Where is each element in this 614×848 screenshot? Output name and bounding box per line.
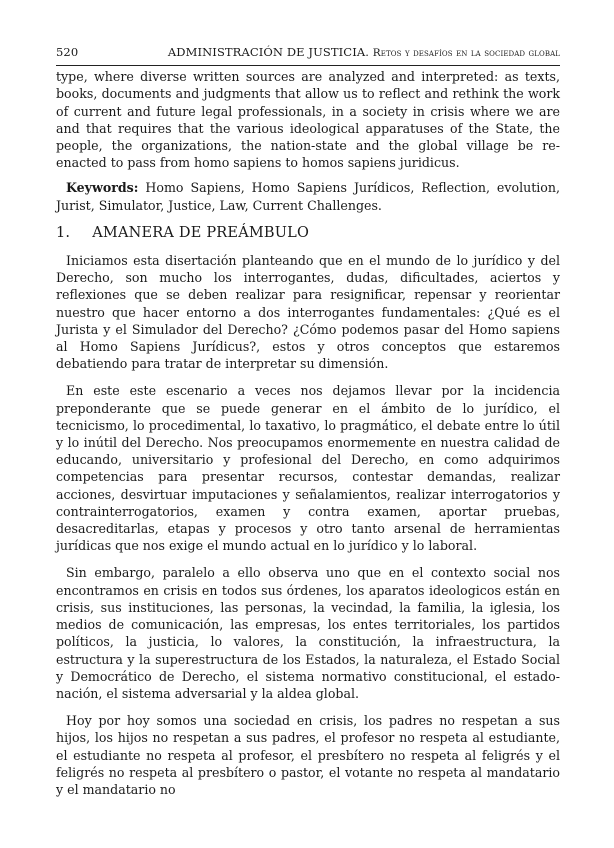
body-paragraph-3: Sin embargo, paralelo a ello observa uno que en el contexto social nos encontramos en crisis en todos sus órdenes, los aparatos ideologicos están en crisis, sus instituciones, las personas, la vecindad, la familia, la iglesia, los medios de comunicación, las empresas, los entes territoriales, los partidos políticos, la justicia, lo valores, la constitución, la infraestructura, la estructura y la superestructura de los Estados, la naturaleza, el Estado Social y Democrático de Derecho, el sistema normativo constitucional, el estado-nación, el sistema adversarial y la aldea global.: [56, 565, 560, 701]
body-paragraph-2: En este este escenario a veces nos dejamos llevar por la incidencia preponderante que se puede generar en el ámbito de lo jurídico, el tecnicismo, lo procedimental, lo taxativo, lo pragmático, el debate entre lo útil y lo inútil del Derecho. Nos preocupamos enormemente en nuestra calidad de educando, universitario y profesional del Derecho, en como adquirimos competencias para presentar recursos, contestar demandas, realizar acciones, desvirtuar imputaciones y señalamientos, realizar interrogatorios y contrainterrogatorios, examen y contra examen, aportar pruebas, desacreditarlas, etapas y procesos y otro tanto arsenal de herramientas jurídicas que nos exige el mundo actual en lo jurídico y lo laboral.: [56, 383, 560, 554]
running-title-sub: Retos y desafíos en la sociedad global: [372, 47, 560, 59]
keywords-label: Keywords:: [66, 180, 139, 196]
running-title-main: ADMINISTRACIÓN DE JUSTICIA.: [167, 45, 370, 59]
body-paragraph-4: Hoy por hoy somos una sociedad en crisis, los padres no respetan a sus hijos, los hijos no respetan a sus padres, el profesor no respeta al estudiante, el estudiante no respeta al profesor, el presbítero no respeta al feligrés y el feligrés no respeta al presbítero o pastor, el votante no respeta al mandatario y el mandatario no: [56, 713, 560, 797]
running-header: [56, 44, 560, 66]
section-number: 1.: [56, 224, 71, 241]
running-title: [168, 44, 560, 62]
section-title: AMANERA DE PREÁMBULO: [92, 224, 310, 241]
keywords-paragraph: [56, 179, 560, 213]
document-page: [56, 44, 560, 808]
keywords-text: Homo Sapiens, Homo Sapiens Jurídicos, Reflection, evolution, Jurist, Simulator, Justice, Law, Current Challenges.: [56, 180, 560, 213]
body-paragraph-1: Iniciamos esta disertación planteando que en el mundo de lo jurídico y del Derecho, son mucho los interrogantes, dudas, dificultades, aciertos y reflexiones que se deben realizar para resignificar, repensar y reorientar nuestro que hacer entorno a dos interrogantes fundamentales: ¿Qué es el Jurista y el Simulador del Derecho? ¿Cómo podemos pasar del Homo sapiens al Homo Sapiens Jurídicus?, estos y otros conceptos que estaremos debatiendo para tratar de interpretar su dimensión.: [56, 253, 560, 372]
abstract-paragraph: type, where diverse written sources are analyzed and interpreted: as texts, books, documents and judgments that allow us to reflect and rethink the work of current and future legal professionals, in a society in crisis where we are and that requires that the various ideological apparatuses of the State, the people, the organizations, the nation-state and the global village be re-enacted to pass from homo sapiens to homos sapiens juridicus.: [56, 69, 560, 171]
section-heading: [56, 225, 560, 242]
page-number: 520: [56, 45, 79, 59]
